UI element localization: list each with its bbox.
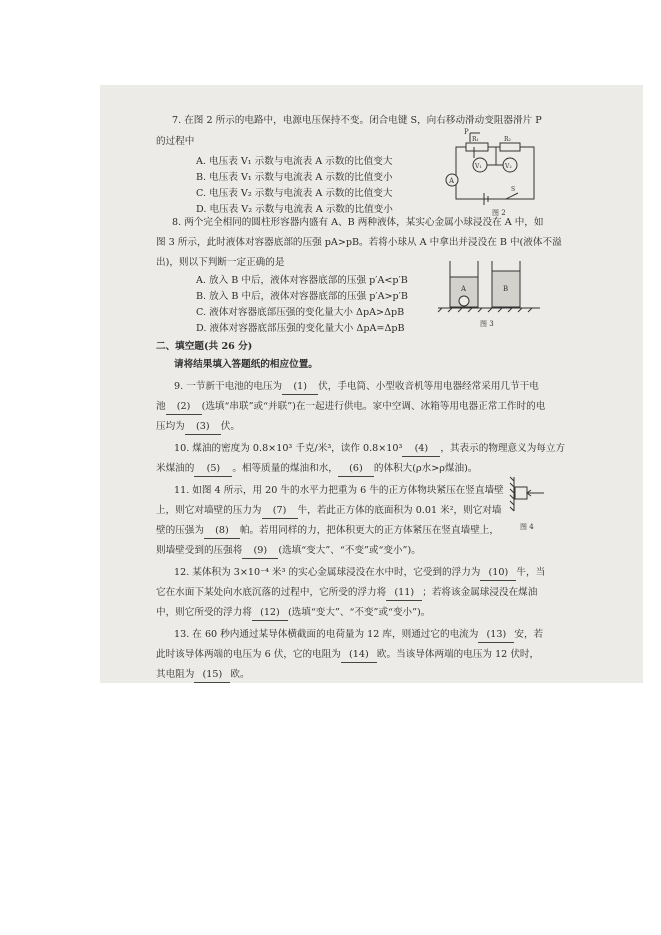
q9-line2: 池 (2) (选填“串联”或“并联”)在一起进行供电。家中空调、冰箱等用电器正常工作时的电 xyxy=(156,399,545,415)
blank-10[interactable]: (10) xyxy=(480,565,516,581)
q10-line1: 10. 煤油的密度为 0.8×10³ 千克/米³，读作 0.8×10³ (4) ，其表示的物理意义为每立方 xyxy=(174,441,565,457)
q7-stem-line1: 7. 在图 2 所示的电路中，电源电压保持不变。闭合电键 S，向右移动滑动变阻器滑片 P xyxy=(172,115,542,126)
q8-stem-line3: 出)，则以下判断一定正确的是 xyxy=(156,257,285,268)
figure4-caption: 图 4 xyxy=(520,523,534,531)
blank-1[interactable]: (1) xyxy=(282,379,318,395)
blank-11[interactable]: (11) xyxy=(386,585,422,601)
figure2-label-v1: V₁ xyxy=(475,163,482,170)
figure3-label-a: A xyxy=(461,285,467,293)
containers-figure-3 xyxy=(436,255,548,330)
figure2-label-p: P xyxy=(464,128,469,136)
q12-line2: 它在水面下某处向水底沉落的过程中，它所受的浮力将 (11) ；若将该金属球浸没在煤油 xyxy=(156,585,537,601)
q9-line1: 9. 一节新干电池的电压为 (1) 伏，手电筒、小型收音机等用电器经常采用几节干电 xyxy=(174,379,539,395)
section-2-instruction: 请将结果填入答题纸的相应位置。 xyxy=(174,359,318,370)
q11-line2: 上，则它对墙壁的压力为 (7) 牛，若此正方体的底面积为 0.01 米²，则它对墙 xyxy=(156,503,502,519)
blank-7[interactable]: (7) xyxy=(262,503,298,519)
wall-block-figure-4 xyxy=(508,475,554,533)
q12-line1: 12. 某体积为 3×10⁻⁴ 米³ 的实心金属球浸没在水中时，它受到的浮力为 (10) 牛，当 xyxy=(174,565,545,581)
q11-line1: 11. 如图 4 所示，用 20 牛的水平力把重为 6 牛的正方体物块紧压在竖直墙壁 xyxy=(174,485,504,496)
figure2-label-r1: R₁ xyxy=(472,136,479,143)
blank-14[interactable]: (14) xyxy=(341,647,377,663)
q13-line1: 13. 在 60 秒内通过某导体横截面的电荷量为 12 库，则通过它的电流为 (13) 安，若 xyxy=(174,627,543,643)
figure2-label-a: A xyxy=(449,177,455,185)
blank-8[interactable]: (8) xyxy=(204,523,240,539)
q11-line4: 则墙壁受到的压强将 (9) (选填“变大”、“不变”或“变小”)。 xyxy=(156,543,421,559)
figure2-caption: 图 2 xyxy=(492,209,506,217)
q7-option-b: B. 电压表 V₁ 示数与电流表 A 示数的比值变小 xyxy=(196,172,393,183)
q11-line3: 壁的压强为 (8) 帕。若用同样的力，把体积更大的正方体紧压在竖直墙壁上， xyxy=(156,523,499,539)
q8-option-c: C. 液体对容器底部压强的变化量大小 ΔpA>ΔpB xyxy=(196,307,405,318)
q7-option-d: D. 电压表 V₂ 示数与电流表 A 示数的比值变小 xyxy=(196,204,393,215)
figure3-caption: 图 3 xyxy=(480,320,494,328)
q10-line2: 米煤油的 (5) 。相等质量的煤油和水， (6) 的体积大(ρ水>ρ煤油)。 xyxy=(156,461,477,477)
section-2-title: 二、填空题(共 26 分) xyxy=(156,341,253,352)
q12-line3: 中，则它所受的浮力将 (12) (选填“变大”、“不变”或“变小”)。 xyxy=(156,605,430,621)
exam-sheet xyxy=(100,85,643,683)
blank-5[interactable]: (5) xyxy=(194,461,232,477)
blank-15[interactable]: (15) xyxy=(194,667,230,683)
blank-12[interactable]: (12) xyxy=(252,605,288,621)
figure2-label-v2: V₂ xyxy=(505,163,512,170)
q8-option-a: A. 放入 B 中后，液体对容器底部的压强 p′A<p′B xyxy=(196,275,408,286)
q7-option-a: A. 电压表 V₁ 示数与电流表 A 示数的比值变大 xyxy=(196,156,393,167)
figure2-label-r2: R₂ xyxy=(504,136,511,143)
q13-line3: 其电阻为 (15) 欧。 xyxy=(156,667,250,683)
q8-option-b: B. 放入 B 中后，液体对容器底部的压强 p′A>p′B xyxy=(196,291,408,302)
blank-13[interactable]: (13) xyxy=(478,627,514,643)
blank-3[interactable]: (3) xyxy=(185,419,221,435)
blank-4[interactable]: (4) xyxy=(402,441,440,457)
q9-line3: 压均为 (3) 伏。 xyxy=(156,419,240,435)
blank-2[interactable]: (2) xyxy=(166,399,202,415)
blank-9[interactable]: (9) xyxy=(242,543,278,559)
q8-stem-line2: 图 3 所示，此时液体对容器底部的压强 pA>pB。若将小球从 A 中拿出并浸没在 B 中(液体不溢 xyxy=(156,237,562,248)
q13-line2: 此时该导体两端的电压为 6 伏，它的电阻为 (14) 欧。当该导体两端的电压为 12 伏时， xyxy=(156,647,539,663)
q7-stem-line2: 的过程中 xyxy=(156,136,195,147)
q8-option-d: D. 液体对容器底部压强的变化量大小 ΔpA=ΔpB xyxy=(196,323,405,334)
circuit-diagram-figure-2 xyxy=(436,125,546,217)
q8-stem-line1: 8. 两个完全相同的圆柱形容器内盛有 A、B 两种液体，某实心金属小球浸没在 A 中，如 xyxy=(172,217,544,228)
q7-option-c: C. 电压表 V₂ 示数与电流表 A 示数的比值变大 xyxy=(196,188,393,199)
figure2-label-s: S xyxy=(511,186,516,193)
figure3-label-b: B xyxy=(503,285,509,293)
blank-6[interactable]: (6) xyxy=(338,461,374,477)
